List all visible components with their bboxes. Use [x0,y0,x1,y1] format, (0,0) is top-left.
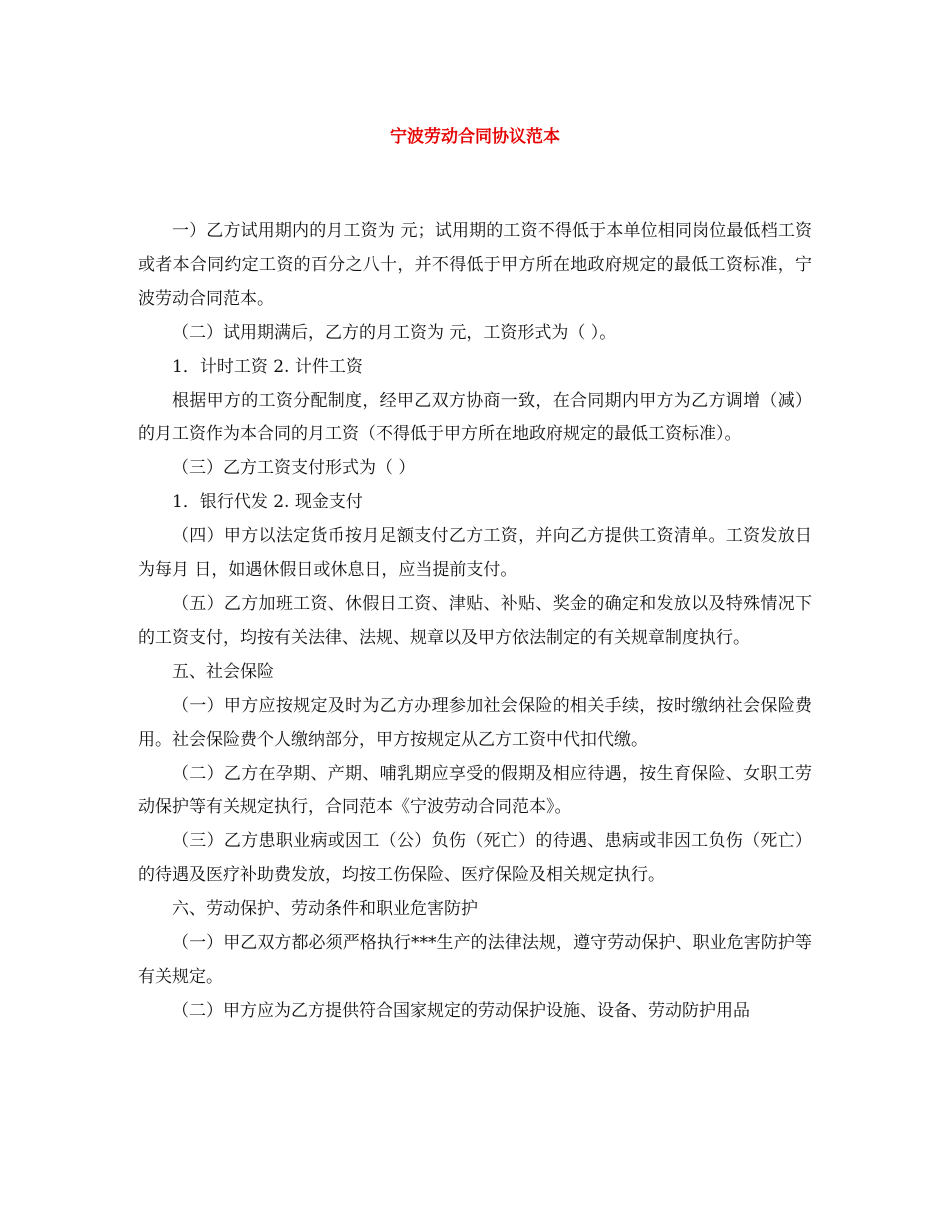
section-heading: 六、劳动保护、劳动条件和职业危害防护 [172,899,478,920]
document-body [138,215,812,1029]
document-title: 宁波劳动合同协议范本 [390,127,560,147]
paragraph: 1．计时工资 2. 计件工资 [172,356,363,377]
paragraph: 1．银行代发 2. 现金支付 [172,492,363,513]
paragraph: 根据甲方的工资分配制度，经甲乙双方协商一致，在合同期内甲方为乙方调增（减）的月工资作为本合同的月工资（不得低于甲方所在地政府规定的最低工资标准）。 [138,390,812,445]
paragraph: （二）乙方在孕期、产期、哺乳期应享受的假期及相应待遇，按生育保险、女职工劳动保护等有关规定执行，合同范本《宁波劳动合同范本》。 [138,763,812,818]
paragraph: （四）甲方以法定货币按月足额支付乙方工资，并向乙方提供工资清单。工资发放日为每月 日，如遇休假日或休息日，应当提前支付。 [138,526,812,581]
section-heading: 五、社会保险 [172,661,274,682]
paragraph: 一）乙方试用期内的月工资为 元；试用期的工资不得低于本单位相同岗位最低档工资或者本合同约定工资的百分之八十，并不得低于甲方所在地政府规定的最低工资标准，宁波劳动合同范本。 [138,221,812,309]
paragraph: （二）试用期满后，乙方的月工资为 元，工资形式为（ ）。 [172,322,617,343]
paragraph: （一）甲乙双方都必须严格执行***生产的法律法规，遵守劳动保护、职业危害防护等有关规定。 [138,933,812,987]
paragraph: （五）乙方加班工资、休假日工资、津贴、补贴、奖金的确定和发放以及特殊情况下的工资支付，均按有关法律、法规、规章以及甲方依法制定的有关规章制度执行。 [138,593,812,648]
paragraph: （三）乙方工资支付形式为（ ） [172,458,416,479]
paragraph: （三）乙方患职业病或因工（公）负伤（死亡）的待遇、患病或非因工负伤（死亡）的待遇及医疗补助费发放，均按工伤保险、医疗保险及相关规定执行。 [138,831,812,886]
paragraph: （一）甲方应按规定及时为乙方办理参加社会保险的相关手续，按时缴纳社会保险费用。社会保险费个人缴纳部分，甲方按规定从乙方工资中代扣代缴。 [138,695,812,750]
paragraph: （二）甲方应为乙方提供符合国家规定的劳动保护设施、设备、劳动防护用品 [172,1000,750,1021]
